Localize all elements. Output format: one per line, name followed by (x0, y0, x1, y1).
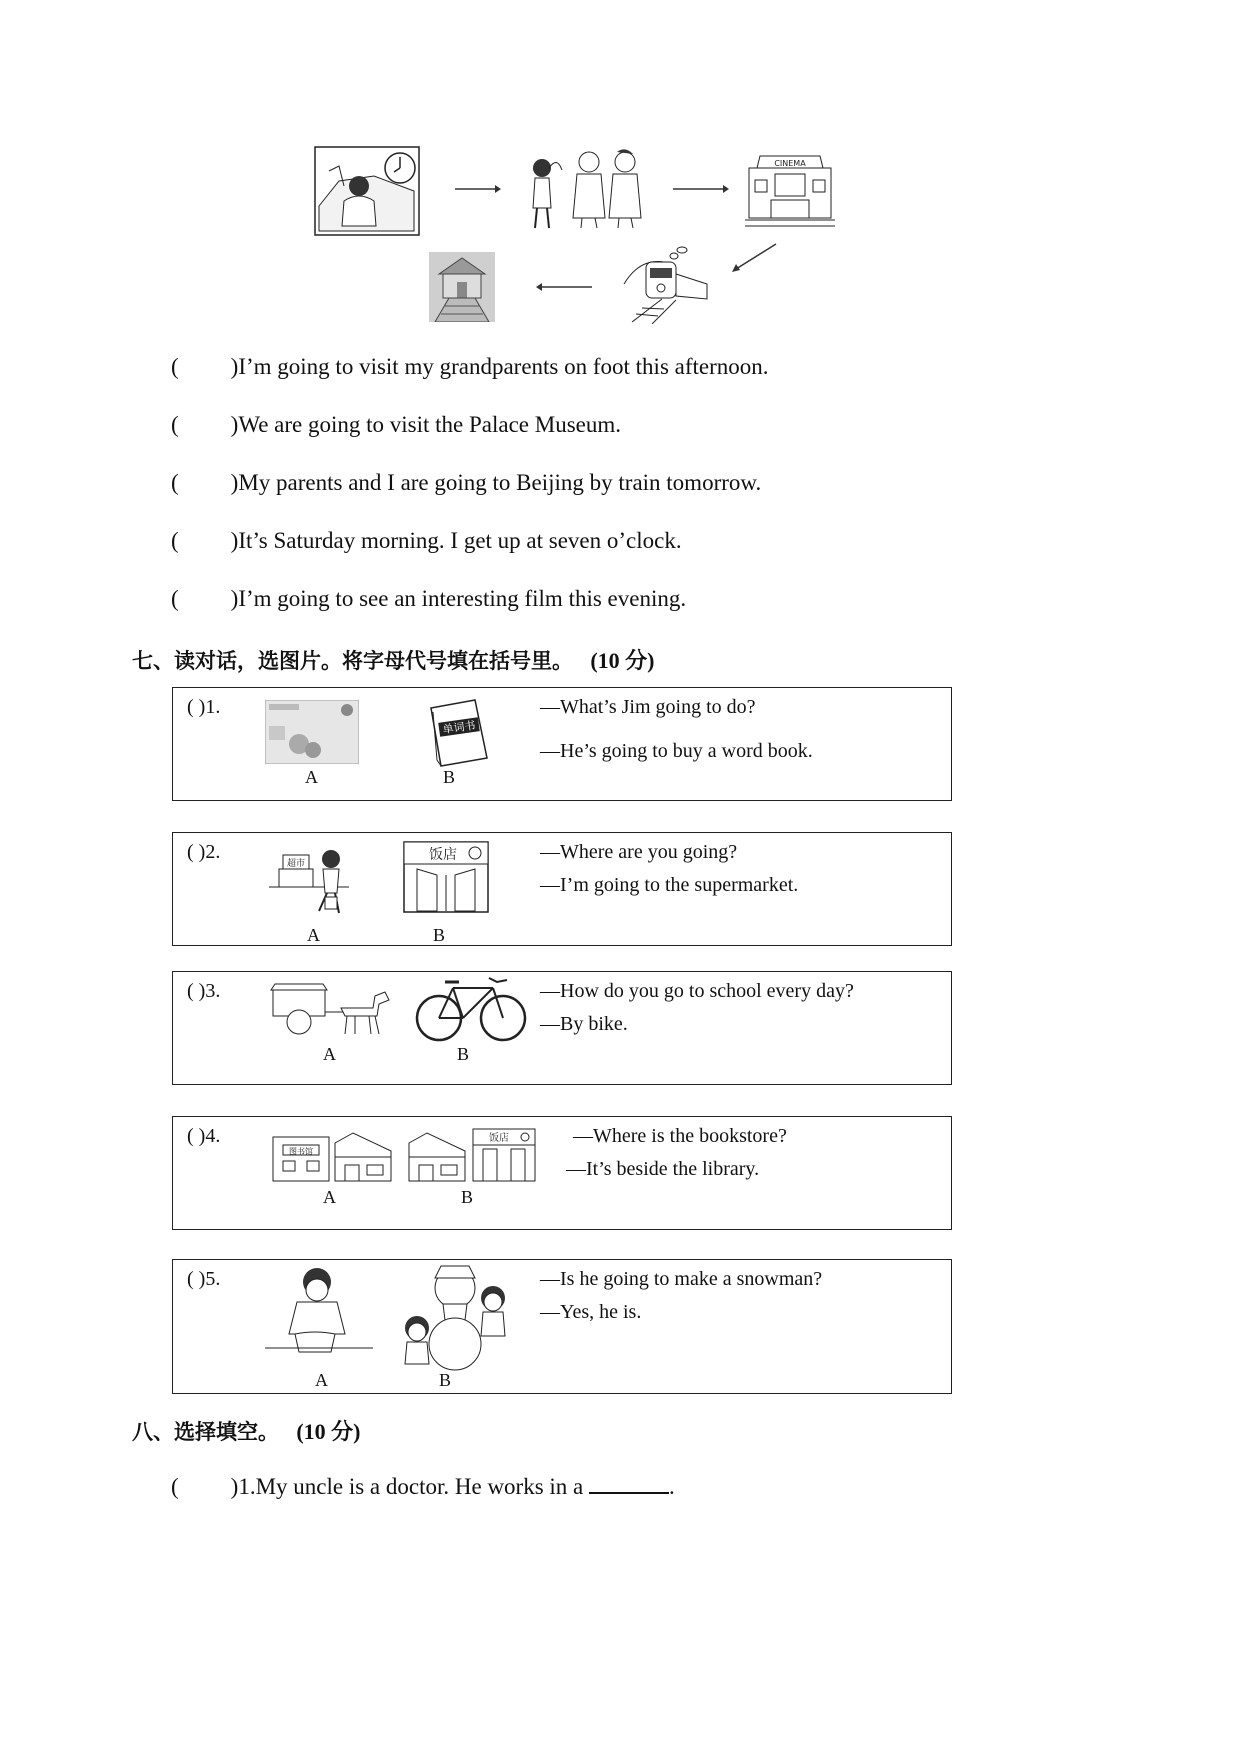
option-b-snowman-image[interactable] (395, 1264, 515, 1374)
story-sentence (171, 586, 686, 612)
option-a-label: A (323, 1044, 336, 1064)
option-b-label: B (443, 767, 456, 787)
restaurant-sign-text: 饭店 (489, 1133, 509, 1144)
section-8-question-1: ( )1.My uncle is a doctor. He works in a . (171, 1474, 675, 1499)
story-sentence (171, 412, 621, 438)
dialogue-line-2: —By bike. (540, 1013, 628, 1035)
arrow-right-icon (673, 183, 729, 195)
sentence-text: )We are going to visit the Palace Museum. (230, 412, 621, 437)
option-a-label: A (307, 925, 320, 945)
story-picture-5-palace-museum (429, 252, 495, 322)
sentence-text: )I’m going to see an interesting film this evening. (230, 586, 687, 611)
fill-in-blank[interactable] (589, 1474, 669, 1494)
section-7-heading: 七、读对话，选图片。将字母代号填在括号里。 (10 分) (132, 648, 655, 673)
story-sentence (171, 470, 761, 496)
option-b-restaurant-image[interactable] (403, 841, 489, 913)
dialogue-line-2: —Yes, he is. (540, 1301, 642, 1323)
story-sentence (171, 354, 769, 380)
option-b-label: B (461, 1187, 474, 1207)
question-number[interactable]: ( )5. (187, 1268, 221, 1290)
library-sign-text: 图书馆 (289, 1147, 313, 1156)
option-b-bookstore-restaurant-image[interactable] (407, 1125, 537, 1183)
option-b-word-book-image[interactable] (425, 698, 491, 768)
option-a-supermarket-image[interactable] (269, 841, 351, 917)
option-b-label: B (457, 1044, 470, 1064)
answer-paren[interactable]: ( (171, 528, 179, 553)
option-b-label: B (433, 925, 446, 945)
story-sentence (171, 528, 682, 554)
question-number[interactable]: ( )3. (187, 980, 221, 1002)
question-number[interactable]: ( )1. (187, 696, 221, 718)
answer-paren[interactable]: ( (171, 470, 179, 495)
dialogue-line-1: —Where are you going? (540, 841, 738, 863)
option-a-library-bookstore-image[interactable] (269, 1127, 395, 1183)
arrow-right-icon (455, 183, 501, 195)
option-a-postcard-image[interactable] (265, 700, 359, 764)
option-a-label: A (305, 767, 318, 787)
supermarket-sign-text: 超市 (286, 859, 306, 869)
story-picture-3-cinema (745, 154, 835, 230)
option-b-label: B (439, 1370, 452, 1390)
cinema-sign-text: CINEMA (774, 159, 806, 168)
question-number[interactable]: ( )2. (187, 841, 221, 863)
dialogue-line-2: —He’s going to buy a word book. (540, 740, 813, 762)
story-picture-4-train (622, 244, 714, 324)
section-8-score: (10 分) (296, 1419, 361, 1444)
dialogue-line-2: —It’s beside the library. (566, 1158, 760, 1180)
option-a-label: A (315, 1370, 328, 1390)
book-title-text: 单词书 (441, 718, 477, 737)
option-b-bicycle-image[interactable] (413, 974, 529, 1044)
dialogue-line-2: —I’m going to the supermarket. (540, 874, 799, 896)
question-box-1 (172, 687, 952, 801)
story-picture-1-clock (314, 146, 420, 236)
answer-paren[interactable]: ( (171, 586, 179, 611)
question-box-4 (172, 1116, 952, 1230)
dialogue-line-1: —What’s Jim going to do? (540, 696, 756, 718)
answer-paren[interactable]: ( (171, 354, 179, 379)
dialogue-line-1: —How do you go to school every day? (540, 980, 854, 1002)
option-a-horse-cart-image[interactable] (267, 982, 393, 1038)
arrow-left-icon (536, 281, 592, 293)
question-box-3 (172, 971, 952, 1085)
question-box-5 (172, 1259, 952, 1394)
question-number[interactable]: ( )4. (187, 1125, 221, 1147)
section-7-score: (10 分) (590, 648, 655, 673)
sentence-text: )My parents and I are going to Beijing by train tomorrow. (230, 470, 762, 495)
restaurant-sign-text: 饭店 (429, 847, 457, 863)
option-a-label: A (323, 1187, 336, 1207)
question-text: )1.My uncle is a doctor. He works in a (230, 1474, 590, 1499)
question-box-2 (172, 832, 952, 946)
story-picture-2-grandparents (527, 148, 651, 230)
arrow-down-left-icon (730, 242, 778, 274)
section-8-heading: 八、选择填空。 (10 分) (132, 1419, 361, 1444)
option-a-washing-clothes-image[interactable] (265, 1264, 377, 1374)
dialogue-line-1: —Is he going to make a snowman? (540, 1268, 823, 1290)
answer-paren[interactable]: ( (171, 1474, 179, 1499)
dialogue-line-1: —Where is the bookstore? (573, 1125, 787, 1147)
answer-paren[interactable]: ( (171, 412, 179, 437)
sentence-text: )It’s Saturday morning. I get up at seven o’clock. (230, 528, 682, 553)
sentence-text: )I’m going to visit my grandparents on foot this afternoon. (230, 354, 769, 379)
